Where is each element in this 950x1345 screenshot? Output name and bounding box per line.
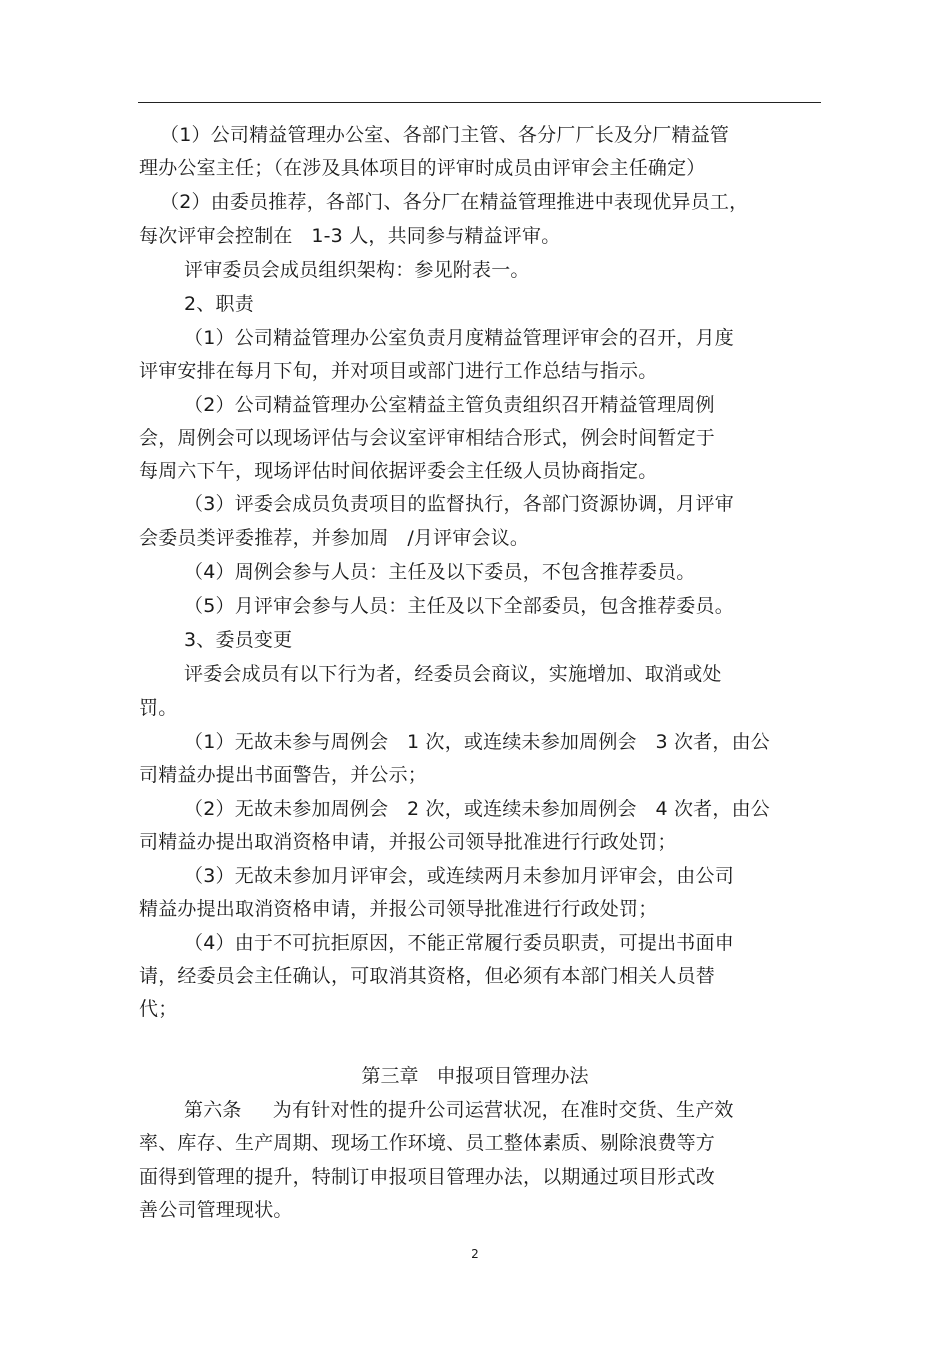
text-line: （3）无故未参加月评审会，或连续两月未参加月评审会，由公司 [184, 865, 734, 887]
text-line: 每周六下午，现场评估时间依据评委会主任级人员协商指定。 [139, 460, 658, 482]
text-line: 会，周例会可以现场评估与会议室评审相结合形式，例会时间暂定于 [139, 427, 716, 449]
text-line: （1）无故未参与周例会 1 次，或连续未参加周例会 3 次者，由公 [184, 731, 770, 753]
article-line: 善公司管理现状。 [139, 1199, 293, 1221]
article-line: 面得到管理的提升，特制订申报项目管理办法，以期通过项目形式改 [139, 1166, 716, 1188]
page-number: 2 [471, 1247, 479, 1261]
section-heading: 3、委员变更 [184, 629, 293, 651]
text-line: （3）评委会成员负责项目的监督执行，各部门资源协调，月评审 [184, 493, 734, 515]
text-line: 司精益办提出书面警告，并公示； [139, 764, 428, 786]
text-line: （2）公司精益管理办公室精益主管负责组织召开精益管理周例 [184, 394, 715, 416]
text-line: 请，经委员会主任确认，可取消其资格，但必须有本部门相关人员替 [139, 965, 716, 987]
text-line: （1）公司精益管理办公室、各部门主管、各分厂厂长及分厂精益管 [160, 124, 730, 146]
text-line: 评委会成员有以下行为者，经委员会商议，实施增加、取消或处 [184, 663, 722, 685]
text-line: 理办公室主任；（在涉及具体项目的评审时成员由评审会主任确定） [139, 157, 706, 179]
text-line: 罚。 [139, 697, 178, 719]
text-line: （2）无故未参加周例会 2 次，或连续未参加周例会 4 次者，由公 [184, 798, 770, 820]
article-line: 率、库存、生产周期、现场工作环境、员工整体素质、剔除浪费等方 [139, 1132, 716, 1154]
section-heading: 2、职责 [184, 293, 254, 315]
text-line: 代； [139, 998, 178, 1020]
text-line: （5）月评审会参与人员：主任及以下全部委员，包含推荐委员。 [184, 595, 734, 617]
chapter-title: 第三章 申报项目管理办法 [361, 1065, 589, 1087]
article-line: 第六条 为有针对性的提升公司运营状况，在准时交货、生产效 [184, 1099, 734, 1121]
text-line: 评审安排在每月下旬，并对项目或部门进行工作总结与指示。 [139, 360, 658, 382]
text-line: 司精益办提出取消资格申请，并报公司领导批准进行行政处罚； [139, 831, 677, 853]
text-line: （4）由于不可抗拒原因，不能正常履行委员职责，可提出书面申 [184, 932, 734, 954]
text-line: 每次评审会控制在 1-3 人，共同参与精益评审。 [139, 225, 561, 247]
text-line: （2）由委员推荐，各部门、各分厂在精益管理推进中表现优异员工， [160, 191, 749, 213]
text-line: （1）公司精益管理办公室负责月度精益管理评审会的召开，月度 [184, 327, 734, 349]
text-line: 评审委员会成员组织架构：参见附表一。 [184, 259, 530, 281]
text-line: 精益办提出取消资格申请，并报公司领导批准进行行政处罚； [139, 898, 658, 920]
text-line: （4）周例会参与人员：主任及以下委员，不包含推荐委员。 [184, 561, 696, 583]
header-rule [138, 102, 821, 103]
text-line: 会委员类评委推荐，并参加周 /月评审会议。 [139, 527, 530, 549]
